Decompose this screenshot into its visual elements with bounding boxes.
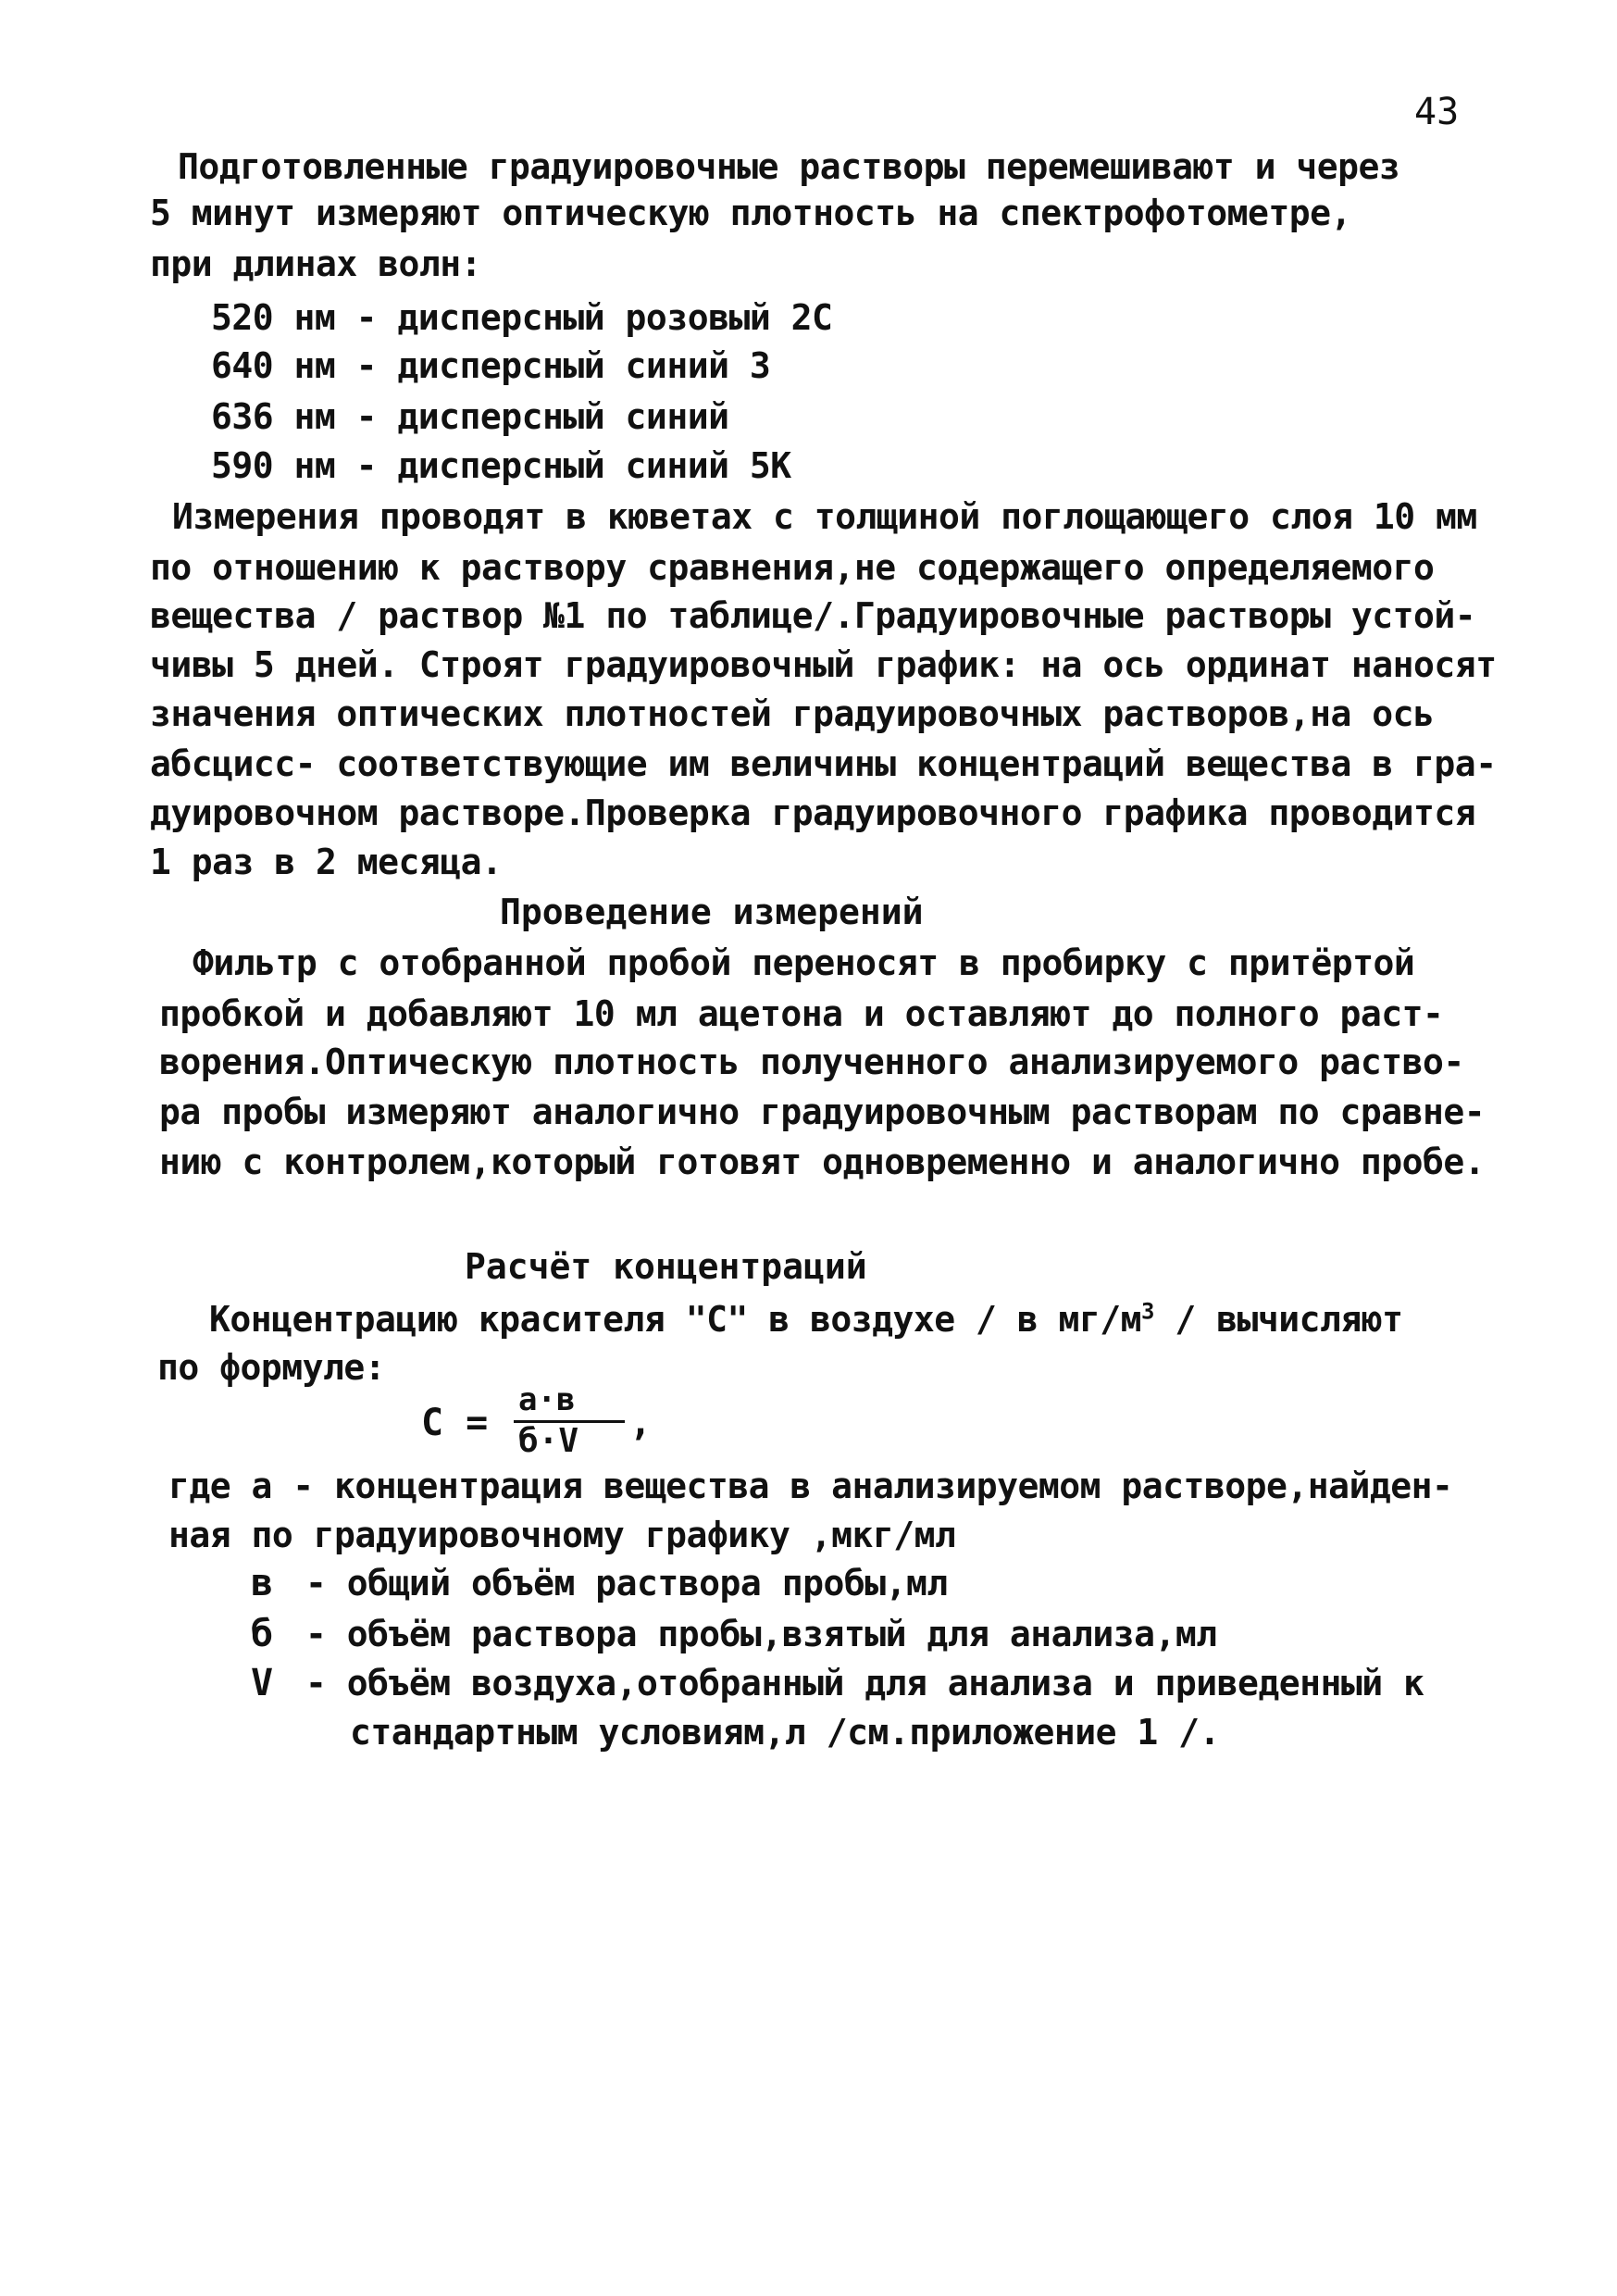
wavelength-item-1: 520 нм - дисперсный розовый 2С <box>211 297 833 338</box>
calc-intro-line-2: по формуле: <box>157 1347 386 1388</box>
legend-item-air-volume-continued: стандартным условиям,л /см.приложение 1 /. <box>350 1712 1220 1753</box>
legend-intro-line-1: где а - концентрация вещества в анализируемом растворе,найден- <box>168 1466 1453 1506</box>
wavelength-item-2: 640 нм - дисперсный синий 3 <box>211 345 771 386</box>
paragraph3-line-3: ворения.Оптическую плотность полученного анализируемого раство- <box>159 1042 1464 1082</box>
calc-intro-text-tail: / вычисляют <box>1153 1299 1403 1340</box>
heading-measurement: Проведение измерений <box>500 892 924 932</box>
formula-trailing: , <box>629 1402 653 1444</box>
paragraph3-line-4: ра пробы измеряют аналогично градуировочным растворам по сравне- <box>159 1092 1486 1132</box>
legend-item-total-volume: - общий объём раствора пробы,мл <box>305 1563 948 1603</box>
paragraph1-line-2: 5 минут измеряют оптическую плотность на спектрофотометре, <box>150 193 1351 233</box>
page-number: 43 <box>1414 91 1460 133</box>
paragraph2-line-1: Измерения проводят в кюветах с толщиной поглощающего слоя 10 мм <box>172 496 1477 537</box>
concentration-formula <box>421 1381 699 1474</box>
legend-symbol-v: в <box>250 1562 274 1604</box>
paragraph2-line-4: чивы 5 дней. Строят градуировочный график: на ось ординат наносят <box>150 644 1497 685</box>
paragraph2-line-2: по отношению к раствору сравнения,не содержащего определяемого <box>150 547 1435 588</box>
formula-numerator: а·в <box>518 1381 576 1418</box>
calc-intro-text: Концентрацию красителя "С" в воздухе / в мг/м <box>209 1299 1142 1340</box>
paragraph3-line-2: пробкой и добавляют 10 мл ацетона и оставляют до полного раст- <box>159 993 1444 1034</box>
formula-lhs: С = <box>421 1402 489 1444</box>
calc-intro-line-1 <box>209 1296 1403 1342</box>
heading-calculation: Расчёт концентраций <box>465 1246 867 1287</box>
wavelength-item-3: 636 нм - дисперсный синий <box>211 396 729 437</box>
paragraph2-line-3: вещества / раствор №1 по таблице/.Градуировочные растворы устой- <box>150 595 1476 636</box>
paragraph2-line-7: дуировочном растворе.Проверка градуировочного графика проводится <box>150 792 1476 833</box>
legend-intro-line-2: ная по градуировочному графику ,мкг/мл <box>168 1515 956 1555</box>
legend-symbol-air-volume: V <box>250 1662 274 1704</box>
paragraph2-line-5: значения оптических плотностей градуировочных растворов,на ось <box>150 693 1435 734</box>
legend-item-air-volume: - объём воздуха,отобранный для анализа и приведенный к <box>305 1663 1424 1703</box>
paragraph3-line-1: Фильтр с отобранной пробой переносят в пробирку с притёртой <box>193 942 1415 983</box>
formula-denominator: б·V <box>518 1422 579 1460</box>
legend-symbol-b: б <box>250 1613 274 1655</box>
cubic-superscript: 3 <box>1141 1298 1154 1325</box>
paragraph3-line-5: нию с контролем,который готовят одновременно и аналогично пробе. <box>159 1142 1486 1182</box>
wavelength-item-4: 590 нм - дисперсный синий 5К <box>211 445 791 486</box>
paragraph1-line-3: при длинах волн: <box>150 243 482 284</box>
paragraph1-line-1: Подготовленные градуировочные растворы перемешивают и через <box>178 146 1400 187</box>
legend-item-aliquot-volume: - объём раствора пробы,взятый для анализа,мл <box>305 1614 1217 1654</box>
paragraph2-line-8: 1 раз в 2 месяца. <box>150 842 503 882</box>
paragraph2-line-6: абсцисс- соответствующие им величины концентраций вещества в гра- <box>150 743 1497 784</box>
